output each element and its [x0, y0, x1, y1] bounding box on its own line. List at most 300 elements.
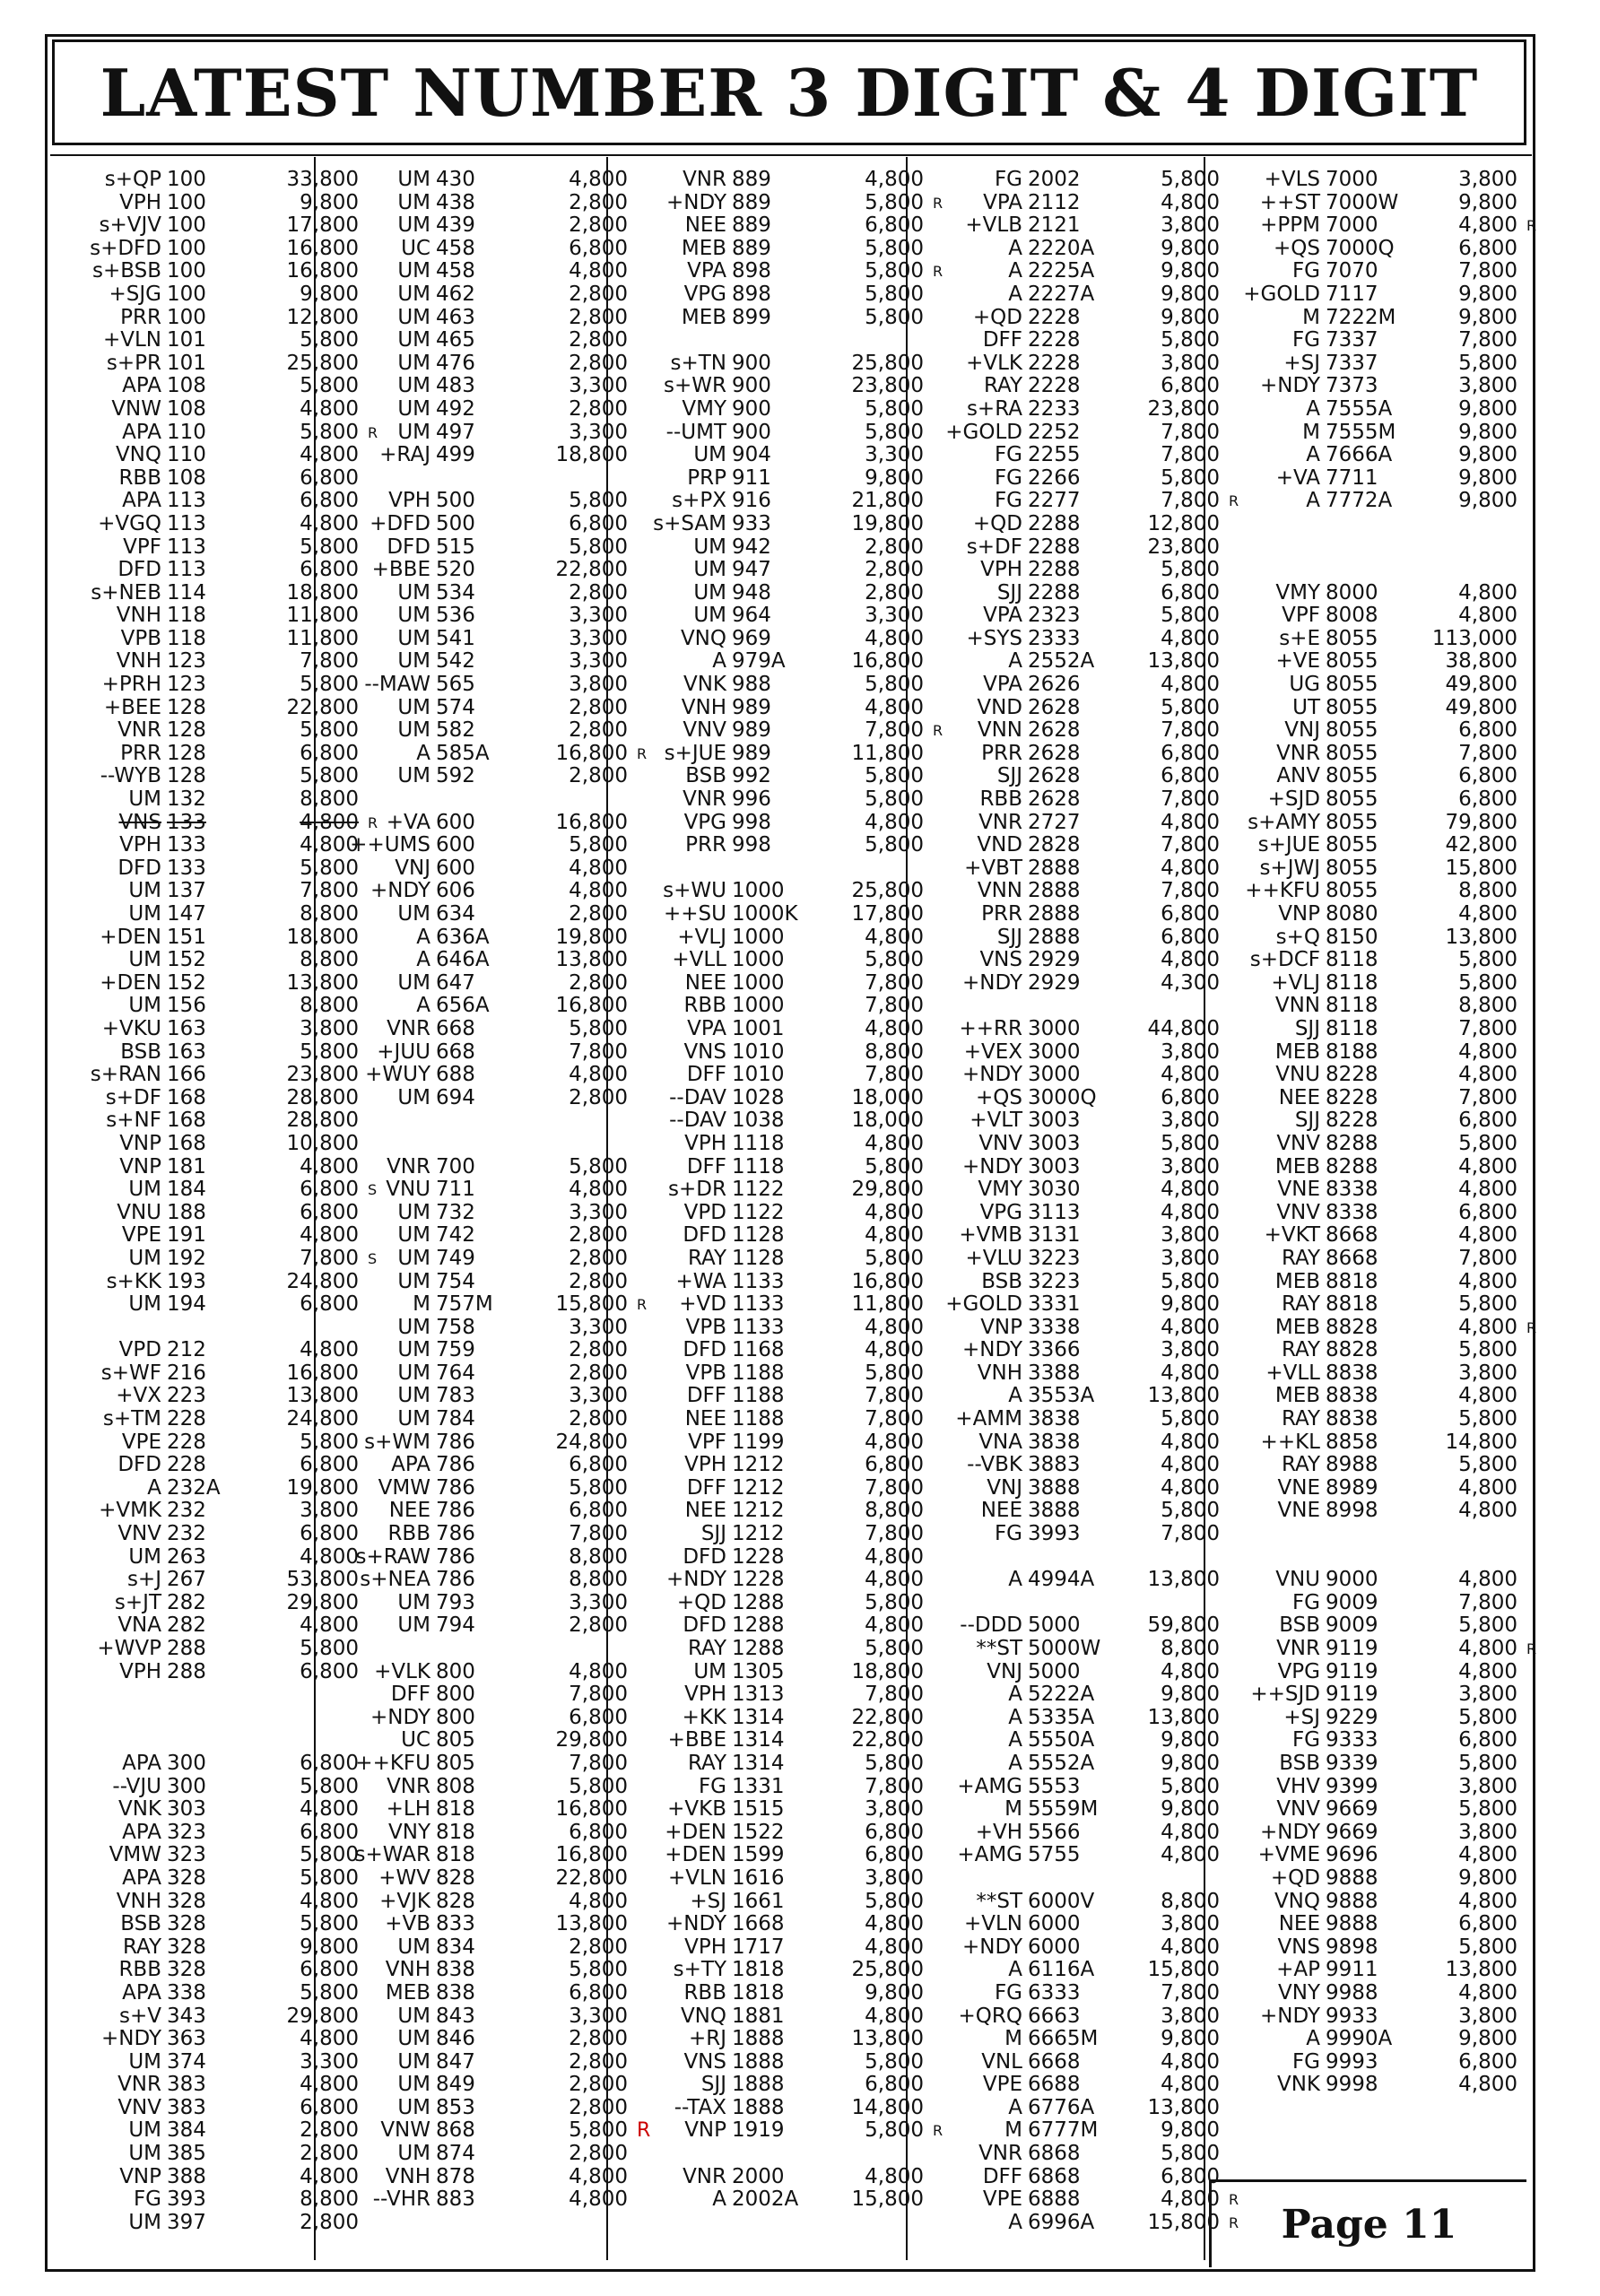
listing-price: 5,800	[1161, 1774, 1220, 1798]
listing-price: 5,800	[300, 1980, 359, 2005]
listing-price: 9,800	[300, 190, 359, 214]
listing-number: 853	[436, 2095, 475, 2119]
listing-price: 7,800	[1458, 1085, 1517, 1109]
listing-number: 8055	[1326, 879, 1378, 903]
listing-price: 6,800	[300, 489, 359, 513]
listing-code: RAY	[983, 374, 1022, 398]
listing-price: 5,800	[865, 236, 924, 260]
listing-price: 6,800	[1161, 925, 1220, 949]
listing-number: 100	[167, 236, 206, 260]
listing-code: +VD	[679, 1292, 726, 1317]
listing-code: VND	[977, 833, 1022, 857]
listing-code: UM	[128, 1178, 161, 1202]
listing-price: 16,800	[555, 741, 628, 765]
listing-number: 786	[436, 1453, 475, 1477]
listing-number: 6116A	[1028, 1958, 1095, 1982]
listing-code: s+AMY	[1248, 810, 1320, 834]
listing-number: 5550A	[1028, 1728, 1095, 1752]
listing-code: FG	[994, 465, 1022, 490]
listing-flag: R	[1526, 217, 1537, 235]
listing-number: 323	[167, 1843, 206, 1867]
listing-code: UM	[128, 2142, 161, 2166]
listing-number: 2628	[1028, 741, 1081, 765]
listing-code: VNV	[117, 1522, 161, 1546]
listing-code: s+TY	[673, 1958, 726, 1982]
listing-code: VPH	[119, 190, 161, 214]
listing-price: 21,800	[851, 489, 924, 513]
listing-code: VMY	[682, 396, 726, 421]
listing-number: 1133	[732, 1269, 785, 1293]
listing-price: 5,800	[569, 535, 628, 559]
listing-price: 2,800	[569, 1935, 628, 1959]
listing-price: 5,800	[569, 489, 628, 513]
listing-price: 4,800	[1458, 1384, 1517, 1408]
listing-code: VNH	[116, 649, 161, 674]
listing-code: M	[1004, 2118, 1022, 2143]
listing-price: 14,800	[1445, 1430, 1517, 1454]
listing-code: s+JUE	[1257, 833, 1320, 857]
listing-price: 3,800	[1161, 2004, 1220, 2028]
listing-number: 9696	[1326, 1843, 1378, 1867]
listing-price: 7,800	[1458, 1246, 1517, 1270]
listing-number: 128	[167, 741, 206, 765]
listing-code: DFD	[683, 1223, 726, 1248]
listing-code: A	[1008, 282, 1022, 306]
listing-price: 3,800	[300, 1499, 359, 1523]
listing-price: 4,800	[569, 2164, 628, 2188]
listing-code: NEE	[684, 213, 726, 238]
listing-price: 16,800	[286, 259, 359, 283]
listing-code: s+DF	[966, 535, 1022, 559]
listing-code: +WV	[378, 1866, 430, 1890]
listing-number: 192	[167, 1246, 206, 1270]
listing-number: 786	[436, 1522, 475, 1546]
listing-number: 2323	[1028, 604, 1081, 628]
listing-price: 7,800	[1161, 1980, 1220, 2005]
listing-number: 168	[167, 1109, 206, 1133]
listing-price: 2,800	[569, 718, 628, 743]
listing-price: 4,800	[300, 2073, 359, 2097]
listing-number: 541	[436, 626, 475, 650]
listing-number: 114	[167, 580, 206, 604]
listing-number: 2228	[1028, 374, 1081, 398]
listing-number: 393	[167, 2187, 206, 2212]
listing-price: 23,800	[1147, 396, 1220, 421]
listing-number: 7772A	[1326, 489, 1393, 513]
listing-code: s+QP	[104, 168, 161, 191]
listing-price: 3,800	[1458, 1361, 1517, 1385]
listing-number: 585A	[436, 741, 490, 765]
listing-price: 9,800	[1458, 465, 1517, 490]
listing-number: 1212	[732, 1475, 785, 1500]
listing-code: s+SAM	[653, 511, 726, 535]
listing-price: 4,800	[1161, 1200, 1220, 1224]
listing-price: 5,800	[865, 396, 924, 421]
listing-code: VNR	[117, 718, 161, 743]
listing-price: 4,800	[300, 2027, 359, 2051]
listing-number: 900	[732, 374, 771, 398]
listing-number: 100	[167, 305, 206, 329]
listing-code: VNQ	[115, 443, 161, 467]
listing-price: 16,800	[555, 810, 628, 834]
listing-price: 3,300	[569, 1590, 628, 1614]
listing-code: +VLK	[966, 351, 1022, 375]
listing-code: +VLT	[970, 1109, 1022, 1133]
listing-number: 8000	[1326, 580, 1378, 604]
listing-code: RBB	[118, 465, 161, 490]
listing-price: 8,800	[300, 2187, 359, 2212]
listing-price: 6,800	[1161, 902, 1220, 926]
listing-price: 5,800	[1458, 948, 1517, 972]
listing-number: 168	[167, 1131, 206, 1155]
listing-price: 6,800	[569, 1453, 628, 1477]
listing-number: 1888	[732, 2095, 785, 2119]
listing-code: VNN	[1274, 994, 1320, 1018]
listing-code: RAY	[687, 1637, 726, 1660]
listing-price: 5,800	[300, 1430, 359, 1454]
listing-number: 100	[167, 190, 206, 214]
listing-code: s+RAW	[355, 1544, 430, 1569]
listing-price: 22,800	[286, 695, 359, 719]
listing-price: 16,800	[286, 236, 359, 260]
listing-price: 3,300	[569, 420, 628, 444]
listing-number: 8055	[1326, 649, 1378, 674]
listing-price: 13,800	[286, 970, 359, 995]
listing-code: A	[416, 741, 430, 765]
listing-price: 2,800	[569, 351, 628, 375]
listing-code: s+DFD	[90, 236, 161, 260]
listing-price: 9,800	[1458, 190, 1517, 214]
listing-code: FG	[1291, 1590, 1320, 1614]
listing-number: 118	[167, 604, 206, 628]
listing-code: --DDD	[960, 1613, 1022, 1638]
listing-code: +SJ	[1283, 1705, 1320, 1729]
listing-number: 878	[436, 2164, 475, 2188]
listing-number: 900	[732, 351, 771, 375]
listing-number: 439	[436, 213, 475, 238]
listing-price: 6,800	[1458, 1728, 1517, 1752]
listing-code: NEE	[684, 1499, 726, 1523]
listing-number: 574	[436, 695, 475, 719]
listing-number: 4994A	[1028, 1568, 1095, 1592]
listing-code: VPH	[119, 833, 161, 857]
listing-code: VNU	[386, 1178, 430, 1202]
listing-code: VNH	[116, 604, 161, 628]
listing-number: 600	[436, 833, 475, 857]
listing-number: 7222M	[1326, 305, 1396, 329]
listing-price: 9,800	[1458, 420, 1517, 444]
listing-number: 1212	[732, 1499, 785, 1523]
listing-price: 4,800	[1458, 1889, 1517, 1913]
listing-price: 7,800	[569, 1683, 628, 1707]
listing-code: UM	[397, 213, 430, 238]
listing-code: s+DR	[668, 1178, 726, 1202]
listing-code: s+DCF	[1249, 948, 1320, 972]
listing-price: 10,800	[286, 1131, 359, 1155]
listing-price: 6,800	[1161, 764, 1220, 788]
listing-number: 2266	[1028, 465, 1081, 490]
listing-code: +VMK	[99, 1499, 161, 1523]
listing-price: 13,800	[851, 2027, 924, 2051]
listing-code: +QS	[976, 1085, 1022, 1109]
listing-price: 9,800	[1161, 2027, 1220, 2051]
listing-price: 5,800	[1458, 1613, 1517, 1638]
listing-code: +VA	[1275, 465, 1320, 490]
listing-number: 438	[436, 190, 475, 214]
listing-code: UM	[693, 558, 726, 582]
listing-code: UM	[397, 1315, 430, 1339]
listing-price: 5,800	[569, 1774, 628, 1798]
listing-code: VNS	[683, 1039, 726, 1064]
listing-price: 7,800	[1458, 741, 1517, 765]
listing-number: 113	[167, 558, 206, 582]
listing-number: 5000	[1028, 1613, 1081, 1638]
listing-number: 2002	[1028, 168, 1081, 191]
listing-number: 634	[436, 902, 475, 926]
listing-code: VNV	[117, 2095, 161, 2119]
listing-price: 5,800	[1458, 1797, 1517, 1822]
listing-price: 8,800	[1458, 994, 1517, 1018]
listing-price: 7,800	[865, 1407, 924, 1431]
listing-code: SJJ	[996, 764, 1022, 788]
listing-code: A	[1008, 259, 1022, 283]
listing-code: +NDY	[666, 1912, 726, 1936]
listing-code: UM	[397, 305, 430, 329]
listing-number: 181	[167, 1154, 206, 1178]
listing-number: 118	[167, 626, 206, 650]
listing-number: 9669	[1326, 1797, 1378, 1822]
listing-number: 647	[436, 970, 475, 995]
listing-code: s+JT	[114, 1590, 161, 1614]
listing-number: 383	[167, 2073, 206, 2097]
listing-number: 430	[436, 168, 475, 191]
listing-number: 6668	[1028, 2049, 1081, 2074]
listing-code: +VLJ	[677, 925, 726, 949]
listing-code: VNH	[977, 1361, 1022, 1385]
listing-price: 7,800	[1458, 259, 1517, 283]
listing-code: UG	[1289, 673, 1320, 697]
listing-number: 101	[167, 328, 206, 352]
listing-code: VNR	[683, 787, 726, 812]
listing-price: 5,800	[569, 2118, 628, 2143]
listing-code: s+RA	[966, 396, 1022, 421]
listing-price: 9,800	[300, 282, 359, 306]
listing-number: 2888	[1028, 925, 1081, 949]
listing-price: 13,800	[286, 1384, 359, 1408]
listing-price: 4,800	[865, 1935, 924, 1959]
listing-number: 9229	[1326, 1705, 1378, 1729]
listing-number: 7117	[1326, 282, 1378, 306]
listing-price: 59,800	[1147, 1613, 1220, 1638]
listing-number: 759	[436, 1338, 475, 1362]
listing-price: 5,800	[865, 1361, 924, 1385]
listing-number: 2228	[1028, 351, 1081, 375]
listing-code: UM	[397, 902, 430, 926]
listing-code: FG	[1291, 2049, 1320, 2074]
listing-number: 998	[732, 810, 771, 834]
listing-price: 3,300	[569, 604, 628, 628]
listing-number: 3113	[1028, 1200, 1081, 1224]
listing-code: A	[1008, 2095, 1022, 2119]
listing-number: 128	[167, 695, 206, 719]
listing-price: 4,800	[1161, 1843, 1220, 1867]
listing-price: 28,800	[286, 1085, 359, 1109]
listing-number: 6000	[1028, 1935, 1081, 1959]
listing-number: 3888	[1028, 1499, 1081, 1523]
listing-number: 2628	[1028, 764, 1081, 788]
listing-price: 4,800	[1458, 1154, 1517, 1178]
listing-price: 6,800	[300, 1178, 359, 1202]
listing-number: 1122	[732, 1178, 785, 1202]
listing-price: 7,800	[300, 649, 359, 674]
listing-number: 8988	[1326, 1453, 1378, 1477]
listing-code: UM	[397, 351, 430, 375]
listing-price: 6,800	[865, 213, 924, 238]
listing-price: 4,800	[865, 1544, 924, 1569]
listing-number: 8118	[1326, 1016, 1378, 1040]
listing-price: 4,800	[300, 1154, 359, 1178]
listing-price: 6,800	[1458, 764, 1517, 788]
listing-number: 3883	[1028, 1453, 1081, 1477]
listing-code: +VBT	[964, 856, 1022, 880]
listing-price: 5,800	[865, 1246, 924, 1270]
listing-price: 4,800	[1161, 1315, 1220, 1339]
listing-price: 4,800	[300, 1544, 359, 1569]
listing-code: FG	[133, 2187, 161, 2212]
listing-price: 5,800	[1458, 1338, 1517, 1362]
listing-price: 5,800	[1161, 695, 1220, 719]
listing-price: 11,800	[286, 626, 359, 650]
listing-code: NEE	[1278, 1085, 1320, 1109]
listing-number: 9888	[1326, 1866, 1378, 1890]
listing-code: VNR	[1276, 1637, 1320, 1660]
listing-code: VNJ	[1284, 718, 1320, 743]
listing-code: s+PX	[672, 489, 726, 513]
listing-code: UM	[128, 879, 161, 903]
page-number-box	[1209, 2179, 1526, 2267]
listing-code: +BBE	[371, 558, 430, 582]
listing-price: 5,800	[1161, 1131, 1220, 1155]
listing-number: 100	[167, 282, 206, 306]
listing-price: 5,800	[300, 1866, 359, 1890]
listing-number: 6776A	[1028, 2095, 1095, 2119]
listing-code: VPA	[983, 604, 1022, 628]
listing-price: 13,800	[1147, 1568, 1220, 1592]
listing-number: 2888	[1028, 879, 1081, 903]
listing-number: 5335A	[1028, 1705, 1095, 1729]
listing-number: 1000	[732, 970, 785, 995]
listing-code: +DEN	[100, 925, 161, 949]
listing-code: s+DF	[105, 1085, 161, 1109]
listing-price: 3,800	[1458, 1774, 1517, 1798]
listing-code: RAY	[1281, 1407, 1320, 1431]
listing-code: +SJ	[1283, 351, 1320, 375]
listing-price: 18,800	[286, 580, 359, 604]
listing-code: --DAV	[669, 1109, 726, 1133]
listing-code: NEE	[1278, 1912, 1320, 1936]
listing-code: FG	[994, 1522, 1022, 1546]
listing-number: 1128	[732, 1223, 785, 1248]
listing-code: s+TN	[670, 351, 726, 375]
listing-number: 1288	[732, 1590, 785, 1614]
listing-code: DFD	[117, 558, 161, 582]
listing-code: RAY	[1281, 1292, 1320, 1317]
listing-price: 4,800	[865, 925, 924, 949]
listing-price: 7,800	[865, 1774, 924, 1798]
listing-price: 2,800	[865, 558, 924, 582]
listing-code: UM	[693, 1659, 726, 1683]
listing-price: 9,800	[1458, 489, 1517, 513]
listing-code: +DEN	[665, 1820, 726, 1844]
listing-code: s+WR	[664, 374, 726, 398]
listing-code: UM	[397, 1223, 430, 1248]
listing-code: VND	[977, 695, 1022, 719]
listing-code: +QD	[972, 511, 1022, 535]
listing-number: 133	[167, 833, 206, 857]
listing-number: 874	[436, 2142, 475, 2166]
listing-code: A	[416, 925, 430, 949]
listing-number: 3993	[1028, 1522, 1081, 1546]
listing-number: 688	[436, 1063, 475, 1087]
listing-number: 8998	[1326, 1499, 1378, 1523]
listing-number: 7070	[1326, 259, 1378, 283]
listing-code: DFF	[686, 1063, 726, 1087]
page-number: Page 11	[1281, 2202, 1457, 2248]
listing-price: 6,800	[1161, 2164, 1220, 2188]
listing-code: VPE	[121, 1430, 161, 1454]
listing-price: 2,800	[569, 396, 628, 421]
listing-number: 8055	[1326, 787, 1378, 812]
listing-code: +SJG	[109, 282, 161, 306]
listing-number: 8118	[1326, 948, 1378, 972]
listing-price: 2,800	[300, 2118, 359, 2143]
listing-number: 483	[436, 374, 475, 398]
listing-code: VNE	[1277, 1499, 1320, 1523]
listing-code: BSB	[120, 1039, 161, 1064]
listing-price: 4,800	[569, 2187, 628, 2212]
listing-price: 9,800	[1458, 282, 1517, 306]
listing-number: 163	[167, 1016, 206, 1040]
listing-price: 5,800	[569, 1475, 628, 1500]
listing-number: 8008	[1326, 604, 1378, 628]
listing-price: 6,800	[300, 1659, 359, 1683]
listing-price: 13,800	[1147, 1384, 1220, 1408]
listing-price: 22,800	[555, 558, 628, 582]
listing-number: 193	[167, 1269, 206, 1293]
listing-number: 3131	[1028, 1223, 1081, 1248]
listing-code: +VLN	[667, 1866, 726, 1890]
listing-number: 786	[436, 1499, 475, 1523]
listing-price: 8,800	[1161, 1889, 1220, 1913]
listing-number: 5222A	[1028, 1683, 1095, 1707]
listing-code: VPH	[684, 1935, 726, 1959]
listing-code: VNQ	[680, 2004, 726, 2028]
listing-price: 6,800	[1458, 1109, 1517, 1133]
listing-number: 565	[436, 673, 475, 697]
listing-code: M	[413, 1292, 430, 1317]
listing-price: 4,800	[865, 1315, 924, 1339]
listing-code: UM	[397, 168, 430, 191]
listing-price: 3,800	[1161, 213, 1220, 238]
listing-number: 1668	[732, 1912, 785, 1936]
listing-flag: R	[933, 194, 943, 212]
listing-code: +PRH	[101, 673, 161, 697]
listing-code: APA	[122, 374, 161, 398]
listing-code: +NDY	[962, 1935, 1022, 1959]
listing-number: 849	[436, 2073, 475, 2097]
listing-number: 911	[732, 465, 771, 490]
listing-number: 385	[167, 2142, 206, 2166]
